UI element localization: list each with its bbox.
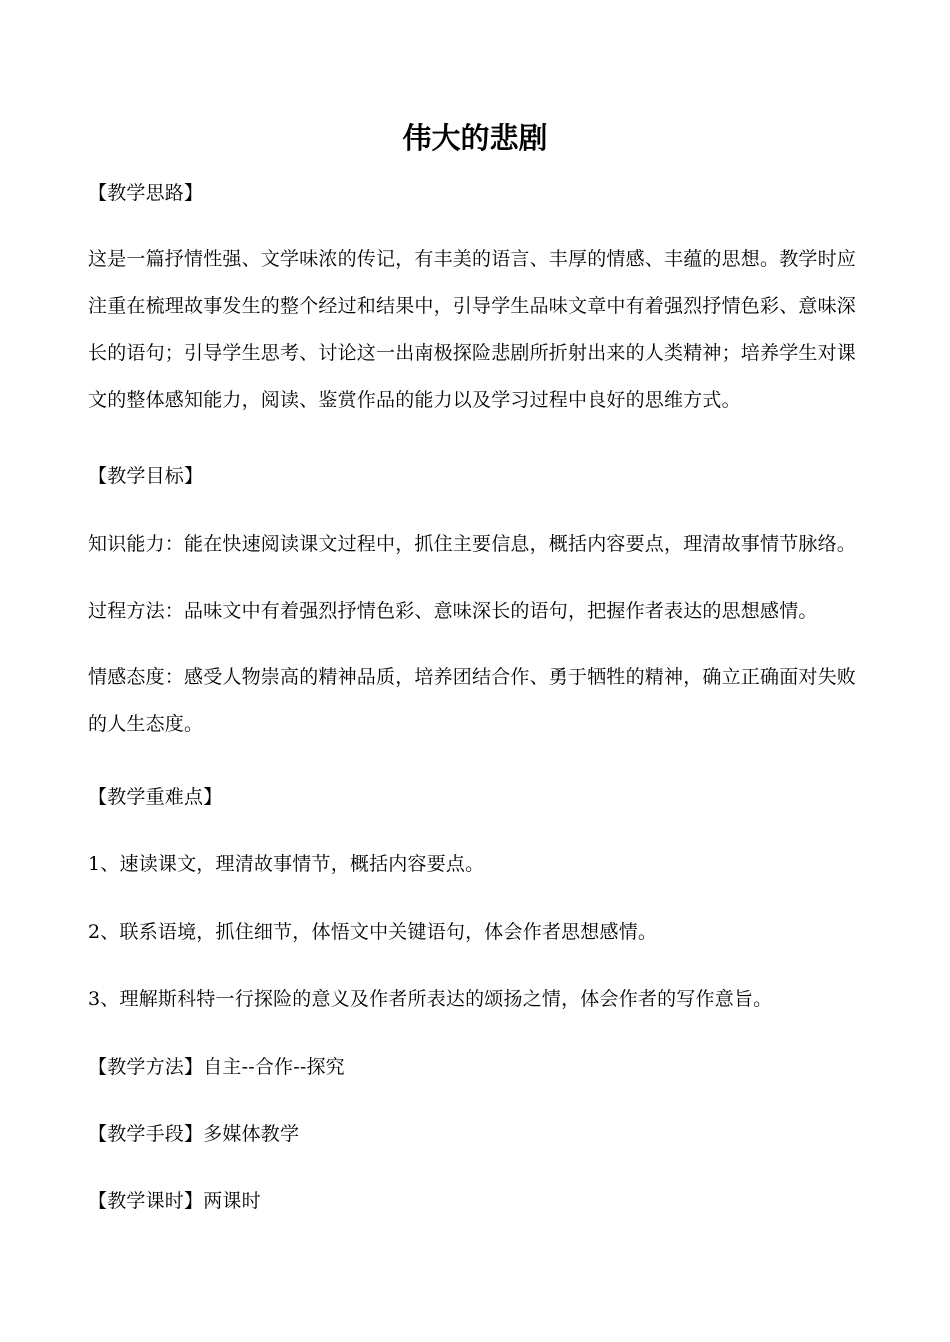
goal-knowledge: 知识能力：能在快速阅读课文过程中，抓住主要信息，概括内容要点，理清故事情节脉络。 [88, 533, 857, 555]
method-label: 【教学方法】 [88, 1056, 204, 1078]
keypoint-item: 3、理解斯科特一行探险的意义及作者所表达的颂扬之情，体会作者的写作意旨。 [88, 988, 773, 1010]
means-label: 【教学手段】 [88, 1123, 204, 1145]
method-line [88, 1053, 868, 1081]
method-value: 自主--合作--探究 [203, 1056, 345, 1078]
section-heading-keypoints: 【教学重难点】 [88, 786, 223, 808]
hours-value: 两课时 [203, 1190, 261, 1212]
hours-label: 【教学课时】 [88, 1190, 204, 1212]
keypoint-item: 2、联系语境，抓住细节，体悟文中关键语句，体会作者思想感情。 [88, 921, 658, 943]
goal-process: 过程方法：品味文中有着强烈抒情色彩、意味深长的语句，把握作者表达的思想感情。 [88, 600, 818, 622]
section-heading-thinking: 【教学思路】 [88, 182, 204, 204]
keypoint-item: 1、速读课文，理清故事情节，概括内容要点。 [88, 853, 485, 875]
document-title: 伟大的悲剧 [402, 121, 548, 155]
paragraph-thinking: 这是一篇抒情性强、文学味浓的传记，有丰美的语言、丰厚的情感、丰蕴的思想。教学时应注重在梳理故事发生的整个经过和结果中，引导学生品味文章中有着强烈抒情色彩、意味深长的语句；引导学生思考、讨论这一出南极探险悲剧所折射出来的人类精神；培养学生对课文的整体感知能力，阅读、鉴赏作品的能力以及学习过程中良好的思维方式。 [88, 248, 857, 411]
means-line [88, 1120, 868, 1148]
section-heading-goals: 【教学目标】 [88, 465, 204, 487]
means-value: 多媒体教学 [203, 1123, 300, 1145]
goal-emotion: 情感态度：感受人物崇高的精神品质，培养团结合作、勇于牺牲的精神，确立正确面对失败的人生态度。 [88, 666, 857, 735]
hours-line [88, 1187, 868, 1215]
